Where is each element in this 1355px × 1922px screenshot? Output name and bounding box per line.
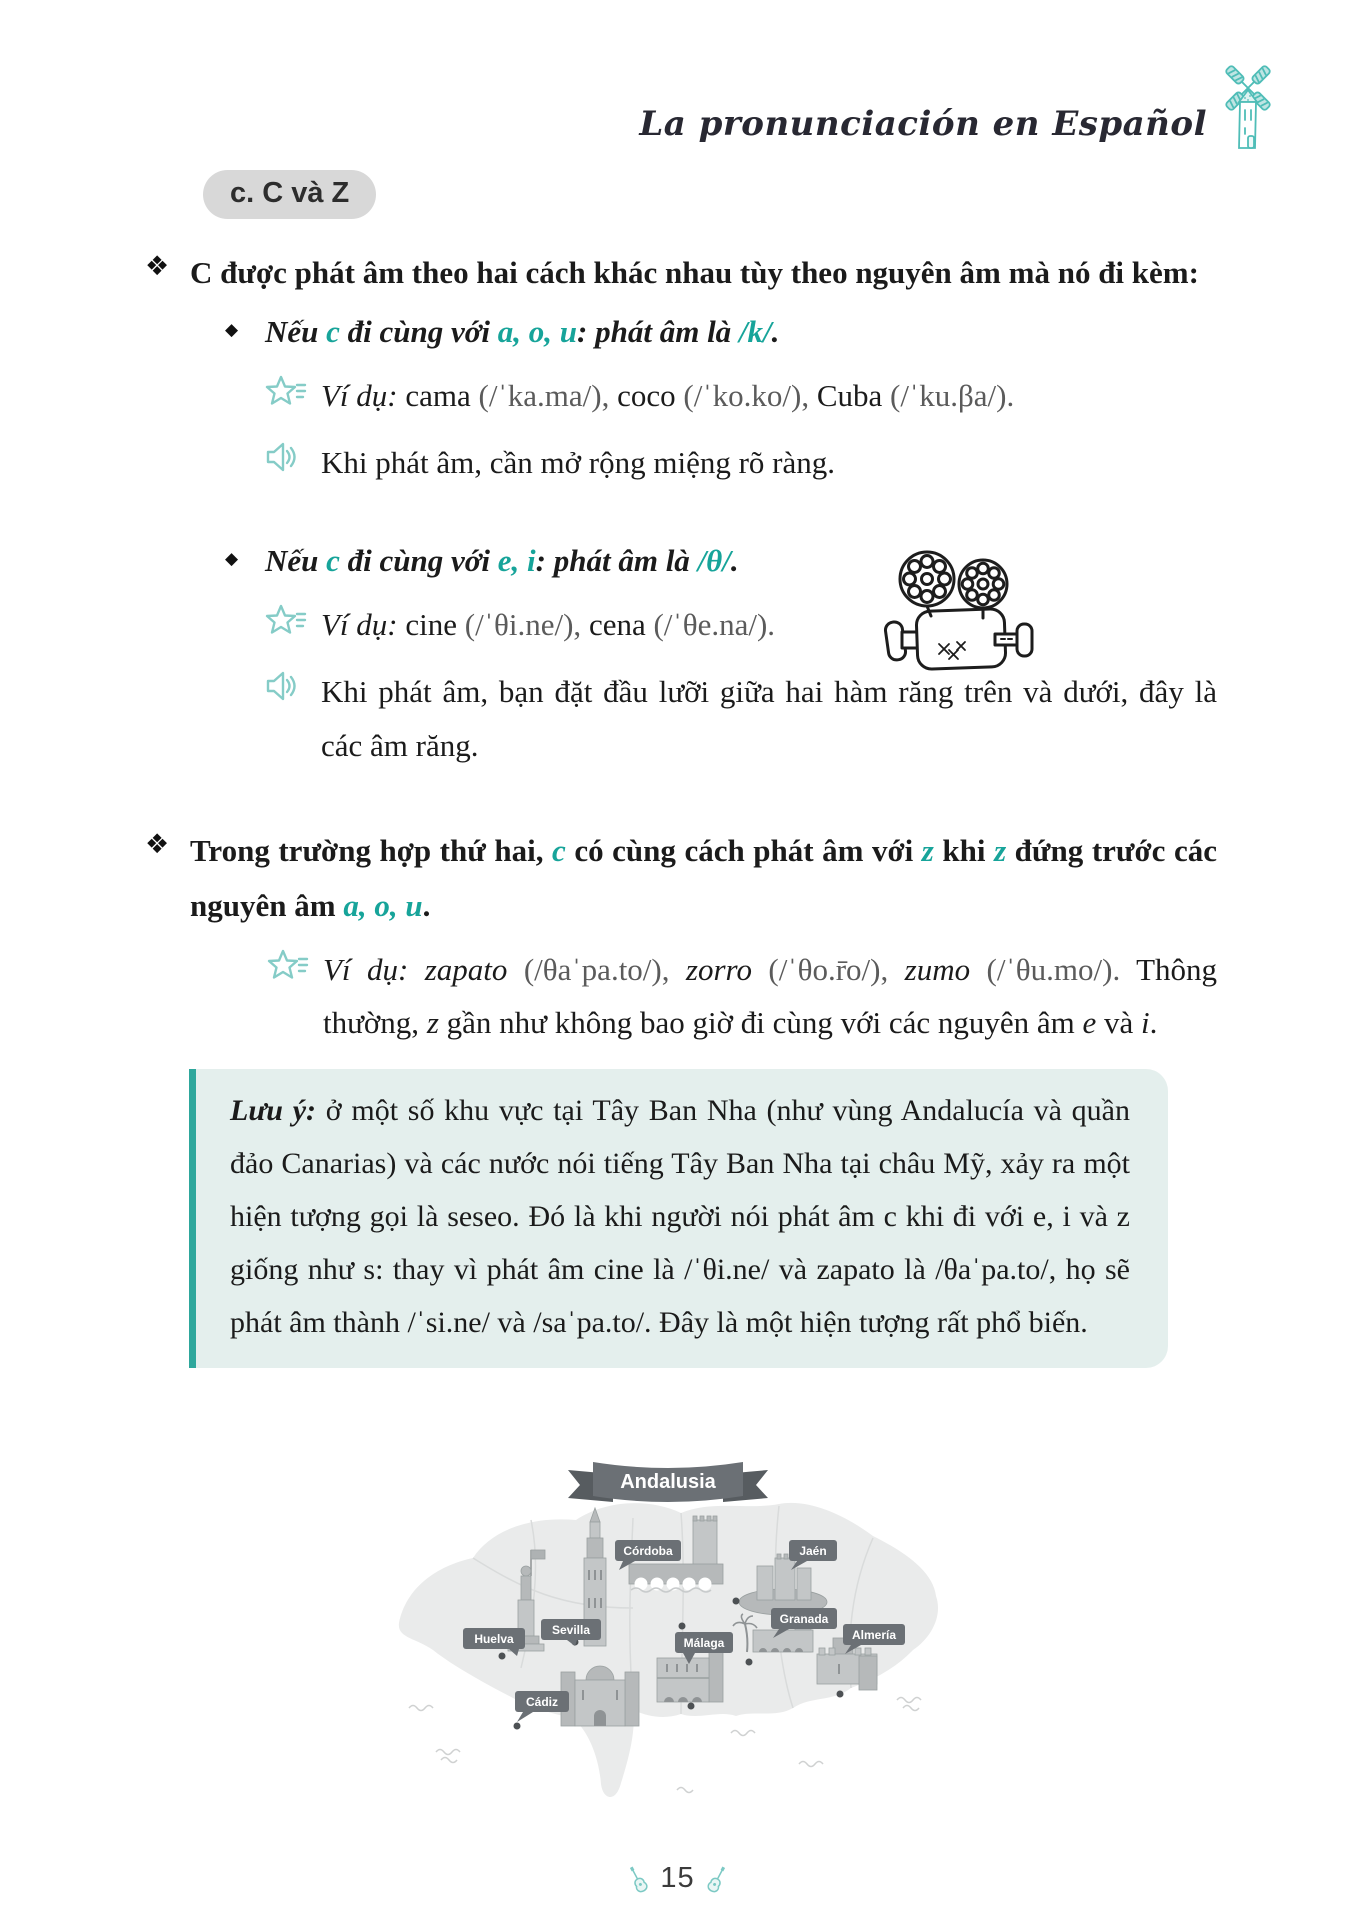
page-footer	[0, 1862, 1355, 1895]
note-text: Lưu ý: ở một số khu vực tại Tây Ban Nha (như vùng Andalucía và quần đảo Canarias) và các nước nói tiếng Tây Ban Nha tại châu Mỹ, xảy ra một hiện tượng gọi là seseo. Đó là khi người nói phát âm c khi đi với e, i và z giống như s: thay vì phát âm cine là /ˈθi.ne/ và zapato là /θaˈpa.to/, họ sẽ phát âm thành /ˈsi.ne/ và /saˈpa.to/. Đây là một hiện tượng rất phổ biến.	[230, 1094, 1130, 1339]
rule-z-paragraph	[145, 823, 1217, 933]
intro-text: C được phát âm theo hai cách khác nhau tùy theo nguyên âm mà nó đi kèm:	[190, 255, 1199, 290]
svg-text:Sevilla: Sevilla	[551, 1623, 591, 1637]
cadiz-cathedral	[561, 1666, 639, 1726]
svg-text:Cádiz: Cádiz	[525, 1695, 559, 1709]
example-row-aou	[265, 369, 1217, 423]
star-list-icon	[265, 369, 321, 415]
point-c-aou-heading	[225, 309, 1217, 355]
point-c-ei	[225, 538, 1217, 773]
example-ei-text: Ví dụ: cine (/ˈθi.ne/), cena (/ˈθe.na/).	[321, 607, 776, 642]
diamond-cluster-bullet: ❖	[145, 251, 170, 282]
guitar-icon	[622, 1861, 653, 1896]
intro-paragraph	[145, 245, 1217, 301]
page-header	[639, 58, 1279, 150]
film-projector-icon	[883, 548, 1035, 682]
diamond-bullet: ◆	[225, 320, 239, 340]
section-badge-label: c. C và Z	[230, 177, 350, 209]
note-label: Lưu ý:	[230, 1094, 317, 1127]
svg-text:Almería: Almería	[851, 1628, 897, 1642]
page-header-title: La pronunciación en Español	[639, 104, 1207, 144]
speaker-icon	[265, 436, 321, 478]
guitar-icon	[702, 1861, 733, 1896]
svg-text:Huelva: Huelva	[474, 1632, 514, 1646]
dot-jaen	[733, 1598, 740, 1605]
page-number: 15	[660, 1862, 695, 1894]
tip-row-ei	[265, 665, 1217, 773]
dot-granada	[746, 1659, 753, 1666]
speaker-icon	[265, 665, 321, 707]
dot-huelva	[499, 1653, 506, 1660]
dot-almeria	[837, 1691, 844, 1698]
example-row-z	[267, 943, 1217, 1049]
dot-cadiz	[514, 1723, 521, 1730]
point-c-ei-heading	[225, 538, 1217, 584]
example-row-ei	[265, 598, 1217, 652]
svg-text:Córdoba: Córdoba	[623, 1544, 673, 1558]
star-list-icon	[265, 598, 321, 644]
tip-aou-text: Khi phát âm, cần mở rộng miệng rõ ràng.	[321, 445, 835, 480]
diamond-bullet: ◆	[225, 549, 239, 569]
andalusia-map-illustration	[381, 1458, 959, 1814]
tip-row-aou	[265, 436, 1217, 490]
note-box	[189, 1069, 1168, 1368]
windmill-icon	[1217, 58, 1279, 150]
rule-z-text: Trong trường hợp thứ hai, c có cùng cách phát âm với z khi z đứng trước các nguyên âm a, o, u.	[190, 833, 1217, 923]
tip-ei-text: Khi phát âm, bạn đặt đầu lưỡi giữa hai hàm răng trên và dưới, đây là các âm răng.	[321, 674, 1217, 763]
andalusia-banner-text: Andalusia	[620, 1471, 716, 1493]
svg-text:Málaga: Málaga	[683, 1636, 725, 1650]
dot-malaga	[688, 1703, 695, 1710]
point-c-ei-heading-text: Nếu c đi cùng với e, i: phát âm là /θ/.	[265, 543, 739, 578]
dot-cordoba	[679, 1623, 686, 1630]
andalusia-banner	[568, 1462, 768, 1502]
andalusia-map-svg	[381, 1458, 959, 1814]
diamond-cluster-bullet: ❖	[145, 829, 170, 860]
svg-text:Granada: Granada	[779, 1612, 829, 1626]
example-aou-text: Ví dụ: cama (/ˈka.ma/), coco (/ˈko.ko/), Cuba (/ˈku.βa/).	[321, 378, 1015, 413]
section-badge	[203, 170, 376, 219]
main-content	[145, 170, 1217, 1368]
svg-text:Jaén: Jaén	[799, 1544, 827, 1558]
star-list-icon	[267, 943, 323, 989]
example-z-text: Ví dụ: zapato (/θaˈpa.to/), zorro (/ˈθo.r̄o/), zumo (/ˈθu.mo/). Thông thường, z gần như không bao giờ đi cùng với các nguyên âm e và i.	[323, 952, 1217, 1040]
point-c-aou	[225, 309, 1217, 490]
point-c-aou-heading-text: Nếu c đi cùng với a, o, u: phát âm là /k/.	[265, 314, 780, 349]
